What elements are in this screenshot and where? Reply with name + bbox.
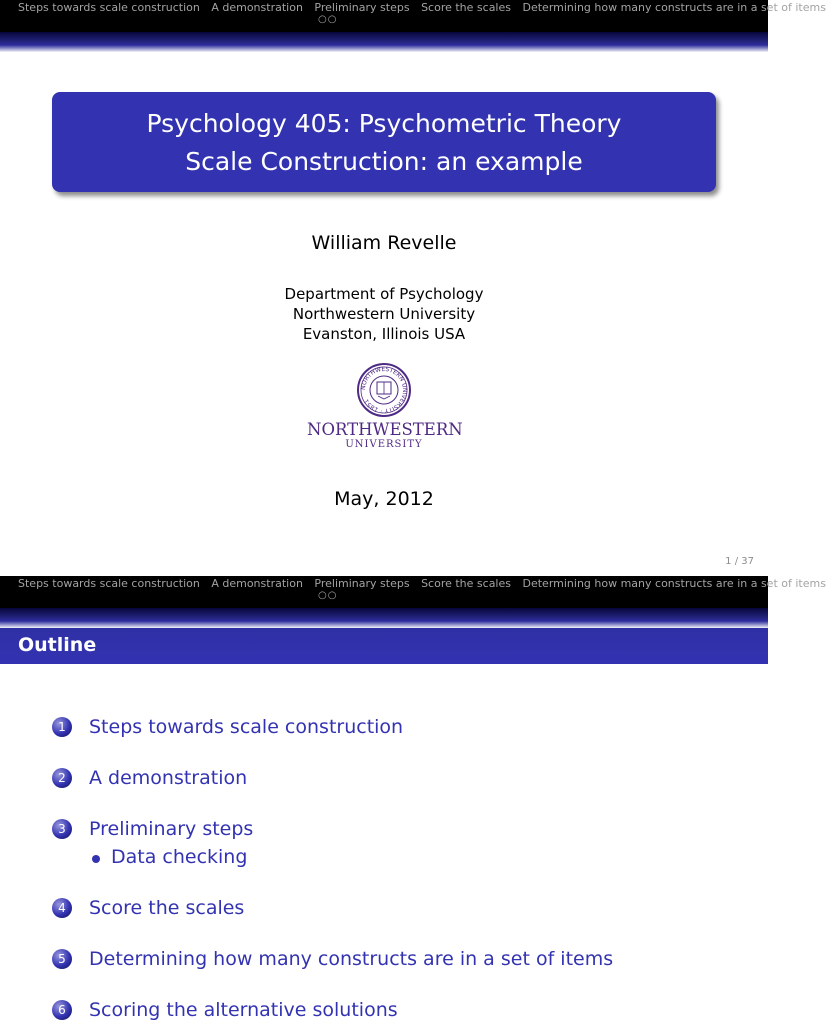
subsection-dots[interactable]: ○○ <box>318 14 338 25</box>
author-name: William Revelle <box>311 232 457 254</box>
nav-link-steps[interactable]: Steps towards scale construction <box>18 577 200 590</box>
section-number-ball: 5 <box>52 949 72 969</box>
bullet-icon <box>92 855 100 863</box>
nav-link-steps[interactable]: Steps towards scale construction <box>18 1 200 14</box>
toc-subsection-label: Data checking <box>111 846 248 868</box>
toc-section-label: Score the scales <box>89 897 245 919</box>
seal-text: NORTHWESTERN UNIVERSITY · 1851 <box>359 365 409 415</box>
nav-link-constructs[interactable]: Determining how many constructs are in a set of items <box>522 1 826 14</box>
nav-link-preliminary[interactable]: Preliminary steps <box>314 577 410 590</box>
nav-link-demonstration[interactable]: A demonstration <box>211 1 303 14</box>
presentation-date: May, 2012 <box>334 488 434 510</box>
institute-department: Department of Psychology <box>284 285 484 303</box>
nav-link-preliminary[interactable]: Preliminary steps <box>314 1 410 14</box>
toc-section-label: Determining how many constructs are in a set of items <box>89 948 614 970</box>
section-number-ball: 3 <box>52 819 72 839</box>
nav-link-score[interactable]: Score the scales <box>421 1 511 14</box>
outline-slide <box>0 576 826 1024</box>
toc-section-label: Steps towards scale construction <box>89 716 404 738</box>
title-line-1: Psychology 405: Psychometric Theory <box>146 109 622 138</box>
institute-block <box>0 284 768 344</box>
section-number-ball: 1 <box>52 717 72 737</box>
university-logo <box>307 362 461 458</box>
logo-wordmark: NORTHWESTERN <box>307 420 463 439</box>
institute-university: Northwestern University <box>292 305 476 323</box>
navigation-bar <box>0 0 826 32</box>
university-seal-icon <box>356 362 412 418</box>
toc-section-label: Scoring the alternative solutions <box>89 999 398 1021</box>
title-box <box>52 92 716 192</box>
section-number-ball: 2 <box>52 768 72 788</box>
nav-link-constructs[interactable]: Determining how many constructs are in a set of items <box>522 577 826 590</box>
title-line-2: Scale Construction: an example <box>185 147 583 176</box>
institute-location: Evanston, Illinois USA <box>302 325 466 343</box>
nav-link-score[interactable]: Score the scales <box>421 577 511 590</box>
subsection-dots[interactable]: ○○ <box>318 590 338 601</box>
nav-link-demonstration[interactable]: A demonstration <box>211 577 303 590</box>
header-gradient-strip <box>0 32 768 52</box>
toc-section-label: Preliminary steps <box>89 818 254 840</box>
section-number-ball: 4 <box>52 898 72 918</box>
section-number-ball: 6 <box>52 1000 72 1020</box>
page-number: 1 / 37 <box>725 556 754 567</box>
toc-section-label: A demonstration <box>89 767 248 789</box>
logo-subtitle: UNIVERSITY <box>345 439 423 450</box>
frame-title: Outline <box>18 634 97 656</box>
table-of-contents <box>0 576 768 1024</box>
